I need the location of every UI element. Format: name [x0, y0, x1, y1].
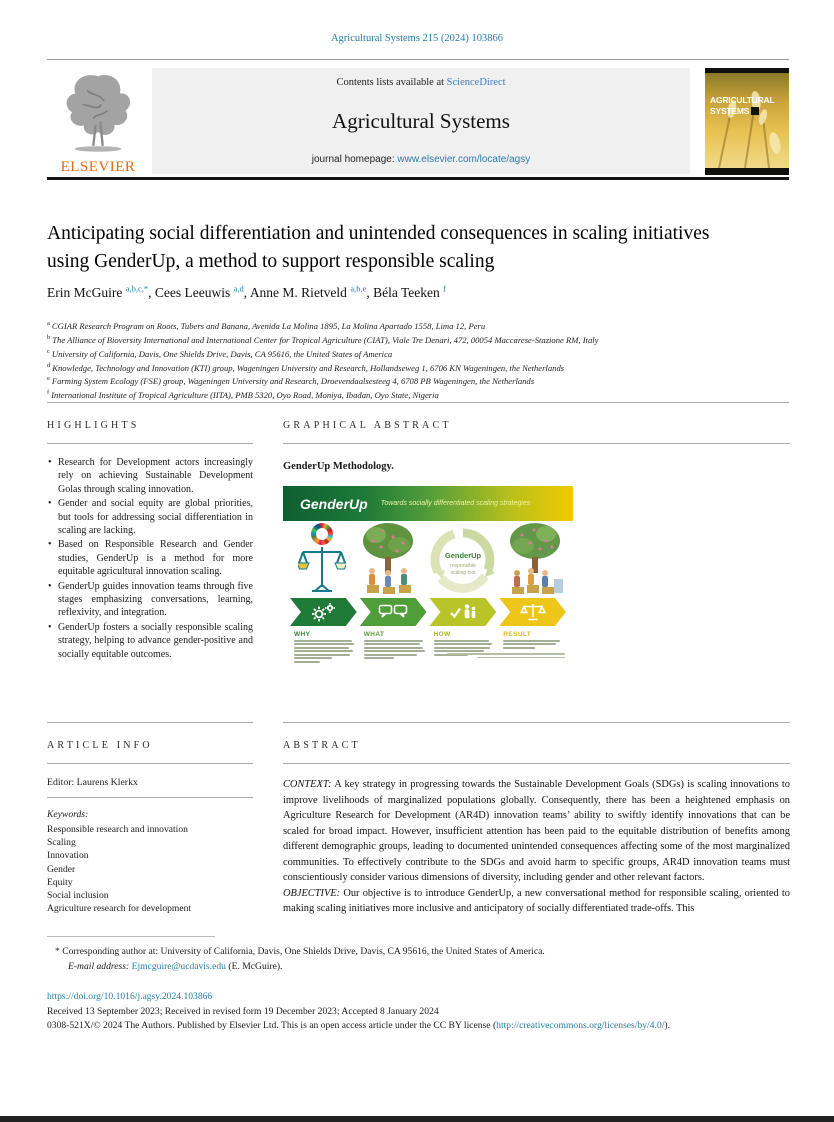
step-label: WHAT — [363, 631, 385, 638]
wheat-illustration — [705, 73, 789, 168]
keywords-label: Keywords: — [47, 809, 89, 820]
graphical-abstract-heading-rule — [283, 443, 790, 444]
abstract-lead: CONTEXT: — [283, 779, 332, 790]
step-label: WHY — [294, 631, 311, 638]
genderup-tagline: Towards socially differentiated scaling strategies — [380, 500, 531, 507]
editor-rule — [47, 797, 253, 798]
keyword: Responsible research and innovation — [47, 824, 188, 835]
speech-bubbles-icon — [378, 603, 408, 621]
journal-banner — [47, 68, 789, 176]
author-affil-sup[interactable]: a,d — [233, 283, 244, 293]
step-how-arrow — [430, 598, 497, 626]
abstract-lead: OBJECTIVE: — [283, 887, 341, 899]
illegible-caption-text — [503, 640, 566, 649]
highlights-heading: HIGHLIGHTS — [47, 420, 140, 431]
affiliation: $^c$ University of California, Davis, One Shields Drive, Davis, CA 95616, the United States of America — [47, 347, 393, 359]
cover-square — [751, 107, 759, 115]
process-steps — [283, 598, 573, 626]
genderup-banner — [283, 486, 573, 521]
illegible-caption-text — [364, 640, 427, 659]
abstract-text — [283, 777, 790, 917]
keywords-list — [47, 823, 253, 915]
author-affil-sup[interactable]: a,b,c,* — [125, 283, 149, 293]
keyword: Gender — [47, 863, 76, 875]
highlights-heading-rule — [47, 443, 253, 444]
received-dates: Received 13 September 2023; Received in revised form 19 December 2023; Accepted 8 January 2024 — [47, 1006, 439, 1017]
abstract-objective-paragraph: OBJECTIVE: Our objective is to introduce GenderUp, a new conversational method for responsible scaling, oriented to making scaling initiatives more inclusive and anticipatory of socially differentiated trade-offs. This — [283, 887, 790, 914]
gears-icon — [309, 602, 337, 622]
step-label: RESULT — [503, 631, 532, 638]
doi-link[interactable]: https://doi.org/10.1016/j.agsy.2024.103866 — [47, 991, 213, 1002]
graphical-abstract-heading: GRAPHICAL ABSTRACT — [283, 420, 452, 431]
elsevier-wordmark: ELSEVIER — [60, 159, 136, 175]
cover-art — [705, 73, 789, 168]
cycle-title-text: GenderUp — [444, 550, 482, 560]
banner-center — [152, 68, 690, 174]
banner-bottom-rule — [47, 177, 789, 180]
homepage-url-link[interactable]: www.elsevier.com/locate/agsy — [397, 154, 531, 165]
step-label: HOW — [433, 631, 451, 638]
article-info-heading: ARTICLE INFO — [47, 740, 153, 751]
tree-people-icon — [359, 521, 417, 595]
abstract-heading: ABSTRACT — [283, 740, 361, 751]
affiliation: $^f$ International Institute of Tropical Agriculture (IITA), PMB 5320, Oyo Road, Moniya, Ibadan, Oyo State, Nigeria — [47, 389, 439, 401]
contents-line: Contents lists available at ScienceDirect — [336, 77, 506, 88]
keyword: Innovation — [47, 850, 89, 862]
elsevier-logo[interactable] — [47, 70, 149, 176]
highlight-item: • Gender and social equity are global priorities, but tools for addressing social differentiation in scaling are lacking. — [47, 497, 253, 537]
balance-scale-illustration — [298, 545, 346, 595]
top-divider — [47, 59, 789, 60]
email-label: E-mail address: — [68, 961, 130, 972]
cycle-line1-text: responsible — [450, 562, 476, 569]
corresponding-author-note: * Corresponding author at: University of California, Davis, One Shields Drive, Davis, CA 95616, the United States of America. — [55, 946, 545, 957]
genderup-logo: GenderUp — [300, 495, 368, 512]
check-people-icon — [449, 602, 477, 622]
highlight-item: • Based on Responsible Research and Gender studies, GenderUp is a method for more equitable agricultural innovation scaling. — [47, 538, 253, 578]
justice-scale-icon — [520, 602, 546, 622]
affiliation: $^e$ Farming System Ecology (FSE) group, Wageningen University and Research, Droevendaalsesteeg 4, 6708 PB Wageningen, the Netherlands — [47, 375, 535, 387]
author-affil-sup[interactable]: a,b,e — [350, 283, 367, 293]
cover-title: AGRICULTURAL SYSTEMS — [710, 95, 775, 116]
homepage-line: journal homepage: www.elsevier.com/locate/agsy — [311, 154, 531, 165]
journal-cover-thumbnail[interactable] — [705, 68, 789, 175]
affiliation: $^a$ CGIAR Research Program on Roots, Tubers and Banana, Avenida La Molina 1895, La Molina Apartado 1558, Lima 12, Peru — [47, 320, 486, 331]
affiliation: $^b$ The Alliance of Bioversity International and International Center for Tropical Agriculture (CIAT), Viale Tre Denari, 472, 00054 Maccarese-Stazione RM, Italy — [47, 333, 599, 345]
keyword: Social inclusion — [47, 890, 109, 902]
step-what-arrow — [360, 598, 427, 626]
author: Cees Leeuwis $^{a,d}$ , — [155, 285, 250, 300]
copyright-line: 0308-521X/© 2024 The Authors. Published by Elsevier Ltd. This is an open access article under the CC BY license (http://creativecommons.org/licenses/by/4.0/). — [47, 1020, 670, 1031]
editor-line: Editor: Laurens Klerkx — [47, 777, 138, 788]
highlight-item: • GenderUp guides innovation teams through five stages emphasizing conversations, learning, reflexivity, and integration. — [47, 580, 253, 620]
page-bottom-bar — [0, 1116, 834, 1122]
section-divider — [47, 402, 789, 403]
article-info-heading-rule — [47, 763, 253, 764]
journal-citation-link[interactable]: Agricultural Systems 215 (2024) 103866 — [330, 33, 504, 44]
cc-license-link[interactable]: http://creativecommons.org/licenses/by/4.0/ — [496, 1020, 665, 1031]
highlight-item: • GenderUp fosters a socially responsible scaling strategy, helping to advance gender-positive and socially equitable outcomes. — [47, 621, 253, 661]
highlight-item: • Research for Development actors increasingly rely on achieving Sustainable Development Golas through scaling innovation. — [47, 456, 253, 496]
section-divider — [47, 722, 253, 723]
step-why-block — [290, 629, 357, 664]
keyword: Equity — [47, 876, 73, 888]
cycle-arrows-icon — [429, 527, 497, 593]
cycle-line2-text: scaling tool — [450, 569, 476, 576]
elsevier-tree-icon — [58, 70, 138, 156]
journal-title: Agricultural Systems — [332, 108, 510, 133]
author: Anne M. Rietveld $^{a,b,e}$ , — [250, 285, 373, 300]
graphical-abstract-caption: GenderUp Methodology. — [283, 461, 394, 472]
step-what-block — [360, 629, 427, 664]
cover-top-bar — [705, 68, 789, 73]
sdg-scale-illustration — [291, 521, 353, 598]
abstract-context-paragraph: CONTEXT: A key strategy in progressing towards the Sustainable Development Goals (SDGs) is scaling innovations to improve livelihoods of marginalized populations globally. Consequently, there has been a heightened emphasis on Agriculture Research for Development (AR4D) innovation teams’ ability to swiftly identify innovations that can be scaled for broad impact. However, insufficient attention has been paid to the equitable distribution of benefits among different demographic groups, leading to documented unintended consequences affecting some of the most marginalized communities. To effectively contribute to the SDGs and avoid harm to specific groups, AR4D innovation teams must conscientiously consider various dimensions of diversity, including gender and other relevant factors. — [283, 779, 790, 883]
author-list — [47, 283, 789, 301]
cover-bottom-bar — [705, 168, 789, 175]
author-affil-sup[interactable]: f — [443, 283, 446, 293]
tree-illustration-2 — [504, 521, 566, 598]
tree-illustration-1 — [357, 521, 419, 598]
cycle-diagram — [427, 521, 499, 598]
keyword: Scaling — [47, 837, 76, 849]
author: Erin McGuire $^{a,b,c,*}$ , — [47, 285, 155, 300]
keyword: Agriculture research for development — [47, 903, 192, 915]
article-title: Anticipating social differentiation and unintended consequences in scaling initiatives using GenderUp, a method to support responsible scaling — [47, 223, 710, 272]
tree-people-icon — [506, 521, 564, 595]
section-divider — [283, 722, 790, 723]
email-link[interactable]: Ejmcguire@ucdavis.edu — [131, 961, 226, 972]
affiliation-list — [47, 318, 789, 401]
graphical-abstract-illustrations — [283, 521, 573, 598]
illegible-caption-text — [294, 640, 357, 663]
step-result-arrow — [499, 598, 566, 626]
sdg-wheel-icon — [311, 523, 333, 545]
step-why-arrow — [290, 598, 357, 626]
graphical-abstract-figure[interactable] — [283, 486, 573, 663]
abstract-heading-rule — [283, 763, 790, 764]
figure-credit-text — [445, 653, 565, 660]
author: Béla Teeken $^f$ — [373, 283, 446, 300]
footnote-rule — [47, 936, 215, 937]
affiliation: $^d$ Knowledge, Technology and Innovation (KTI) group, Wageningen University and Research, Hollandseweg 1, 6706 KN Wageningen, the Netherlands — [47, 361, 565, 373]
sciencedirect-link[interactable]: ScienceDirect — [446, 77, 506, 88]
highlights-list — [47, 456, 253, 662]
email-line: E-mail address: Ejmcguire@ucdavis.edu (E. McGuire). — [68, 961, 283, 972]
